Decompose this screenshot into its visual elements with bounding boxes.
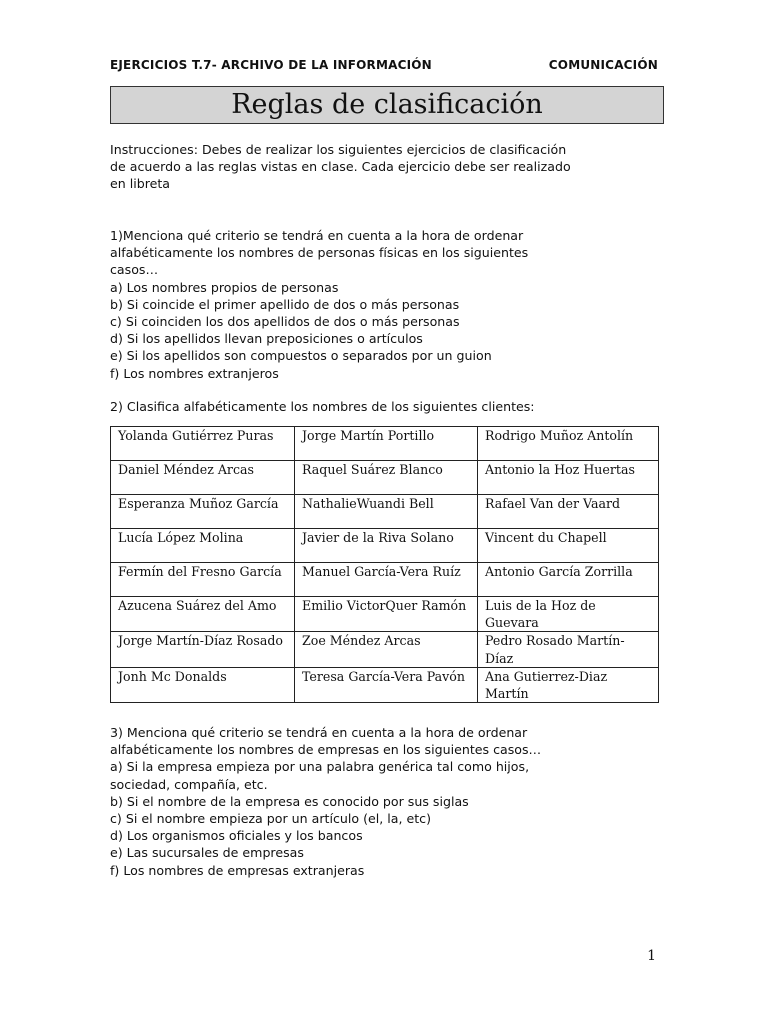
table-cell: Lucía López Molina — [111, 529, 295, 563]
table-row — [111, 427, 659, 461]
question-3-line: f) Los nombres de empresas extranjeras — [110, 862, 365, 878]
table-cell: Fermín del Fresno García — [111, 563, 295, 597]
table-cell: Zoe Méndez Arcas — [295, 632, 478, 667]
question-3-line: alfabéticamente los nombres de empresas en los siguientes casos… — [110, 742, 542, 758]
question-1 — [110, 227, 662, 382]
question-1-line: d) Si los apellidos llevan preposiciones o artículos — [110, 331, 423, 347]
table-cell: NathalieWuandi Bell — [295, 495, 478, 529]
question-1-line: 1)Menciona qué criterio se tendrá en cuenta a la hora de ordenar — [110, 228, 524, 243]
question-3-line: c) Si el nombre empieza por un artículo (el, la, etc) — [110, 811, 431, 827]
table-cell: Yolanda Gutiérrez Puras — [111, 427, 295, 461]
question-2-text: 2) Clasifica alfabéticamente los nombres de los siguientes clientes: — [110, 399, 535, 414]
question-1-line: c) Si coinciden los dos apellidos de dos o más personas — [110, 314, 460, 330]
table-cell: Luis de la Hoz de Guevara — [478, 597, 659, 632]
instructions-line: en libreta — [110, 176, 171, 192]
header-right-title: COMUNICACIÓN — [548, 58, 658, 72]
table-cell: Teresa García-Vera Pavón — [295, 667, 478, 702]
table-cell: Rodrigo Muñoz Antolín — [478, 427, 659, 461]
table-row — [111, 495, 659, 529]
table-cell: Pedro Rosado Martín-Díaz — [478, 632, 659, 667]
table-cell: Daniel Méndez Arcas — [111, 461, 295, 495]
question-1-line: a) Los nombres propios de personas — [110, 279, 339, 295]
instructions — [110, 141, 662, 193]
question-3-line: d) Los organismos oficiales y los bancos — [110, 828, 363, 844]
table-cell: Ana Gutierrez-Diaz Martín — [478, 667, 659, 702]
question-3 — [110, 724, 662, 879]
question-1-line: e) Si los apellidos son compuestos o separados por un guion — [110, 348, 492, 364]
question-3-line: b) Si el nombre de la empresa es conocido por sus siglas — [110, 793, 469, 809]
clients-table — [110, 426, 659, 703]
table-cell: Jorge Martín-Díaz Rosado — [111, 632, 295, 667]
table-cell: Azucena Suárez del Amo — [111, 597, 295, 632]
table-row — [111, 461, 659, 495]
table-cell: Antonio la Hoz Huertas — [478, 461, 659, 495]
table-row — [111, 563, 659, 597]
table-cell: Esperanza Muñoz García — [111, 495, 295, 529]
question-1-line: alfabéticamente los nombres de personas físicas en los siguientes — [110, 245, 529, 261]
table-row — [111, 667, 659, 702]
table-cell: Javier de la Riva Solano — [295, 529, 478, 563]
table-cell: Emilio VictorQuer Ramón — [295, 597, 478, 632]
table-cell: Antonio García Zorrilla — [478, 563, 659, 597]
question-3-line: a) Si la empresa empieza por una palabra genérica tal como hijos, — [110, 759, 530, 775]
page-number: 1 — [647, 948, 656, 964]
table-cell: Manuel García-Vera Ruíz — [295, 563, 478, 597]
question-1-line: casos… — [110, 262, 159, 278]
instructions-line: de acuerdo a las reglas vistas en clase. Cada ejercicio debe ser realizado — [110, 159, 571, 175]
question-3-line: sociedad, compañía, etc. — [110, 776, 268, 792]
table-row — [111, 597, 659, 632]
document-title: Reglas de clasificación — [110, 86, 664, 124]
question-3-line: e) Las sucursales de empresas — [110, 845, 304, 861]
question-1-line: b) Si coincide el primer apellido de dos o más personas — [110, 296, 460, 312]
page-header — [110, 58, 658, 74]
table-cell: Raquel Suárez Blanco — [295, 461, 478, 495]
table-cell: Jonh Mc Donalds — [111, 667, 295, 702]
question-3-line: 3) Menciona qué criterio se tendrá en cuenta a la hora de ordenar — [110, 725, 528, 740]
instructions-line: Instrucciones: Debes de realizar los siguientes ejercicios de clasificación — [110, 142, 567, 157]
table-cell: Jorge Martín Portillo — [295, 427, 478, 461]
question-2 — [110, 398, 662, 415]
table-row — [111, 632, 659, 667]
table-row — [111, 529, 659, 563]
table-cell: Vincent du Chapell — [478, 529, 659, 563]
table-cell: Rafael Van der Vaard — [478, 495, 659, 529]
header-left-title: EJERCICIOS T.7- ARCHIVO DE LA INFORMACIÓN — [110, 58, 432, 72]
question-1-line: f) Los nombres extranjeros — [110, 365, 279, 381]
